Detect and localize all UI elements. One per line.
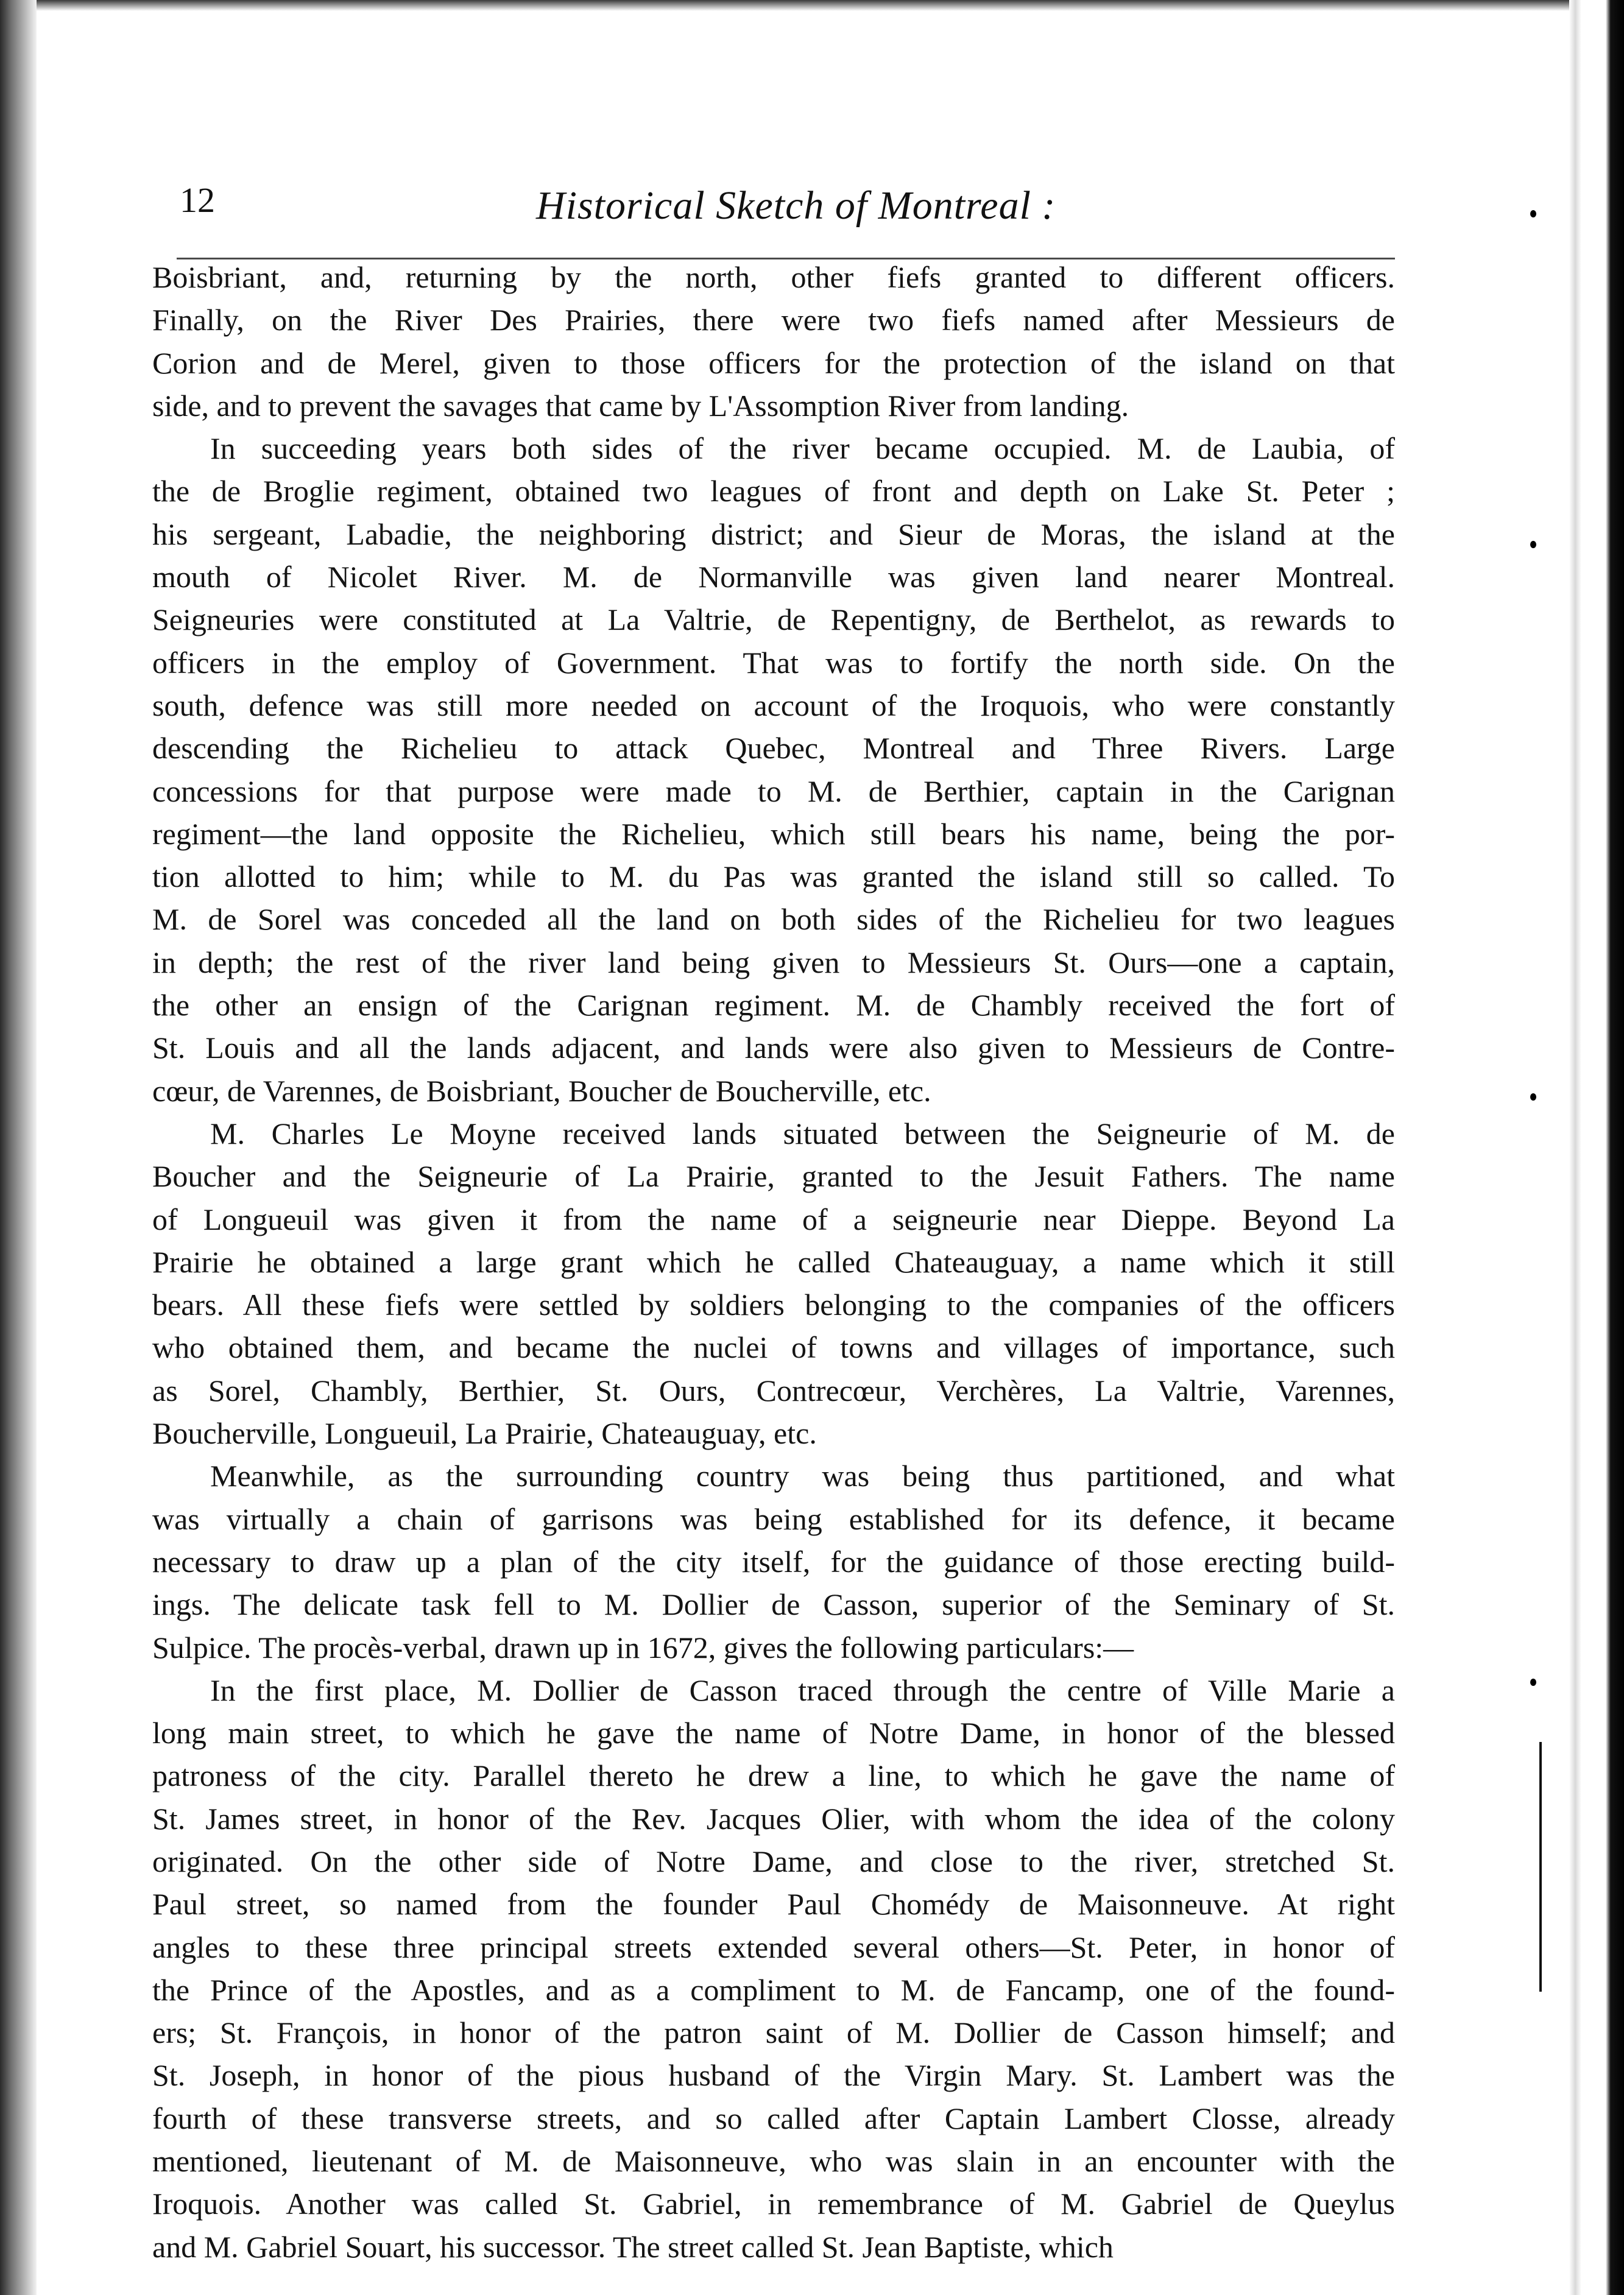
text-line: St. Louis and all the lands adjacent, and lands were also given to Messieurs de Contre- [152, 1031, 1395, 1065]
text-line: M. de Sorel was conceded all the land on both sides of the Richelieu for two leagues [152, 902, 1395, 937]
text-line: of Longueuil was given it from the name of a seigneurie near Dieppe. Beyond La [152, 1202, 1395, 1236]
text-line: and M. Gabriel Souart, his successor. The street called St. Jean Baptiste, which [152, 2229, 1114, 2264]
text-line: Boucherville, Longueuil, La Prairie, Chateauguay, etc. [152, 1416, 817, 1451]
text-line: patroness of the city. Parallel thereto he drew a line, to which he gave the name of [152, 1758, 1395, 1793]
text-line: originated. On the other side of Notre Dame, and close to the river, stretched St. [152, 1844, 1395, 1878]
text-line: Paul street, so named from the founder Paul Chomédy de Maisonneuve. At right [152, 1887, 1395, 1922]
text-line: side, and to prevent the savages that came by L'Assomption River from landing. [152, 388, 1129, 423]
margin-mark [1530, 1679, 1536, 1686]
text-line: St. James street, in honor of the Rev. Jacques Olier, with whom the idea of the colony [152, 1801, 1395, 1836]
text-line: Iroquois. Another was called St. Gabriel, in remembrance of M. Gabriel de Queylus [152, 2187, 1395, 2221]
text-line: Finally, on the River Des Prairies, there were two fiefs named after Messieurs de [152, 303, 1395, 337]
text-line: south, defence was still more needed on account of the Iroquois, who were constantly [152, 688, 1395, 722]
text-line: cœur, de Varennes, de Boisbriant, Boucher de Boucherville, etc. [152, 1073, 931, 1108]
page-number: 12 [180, 180, 215, 220]
text-line: Meanwhile, as the surrounding country was being thus partitioned, and what [210, 1459, 1395, 1493]
text-line: in depth; the rest of the river land being given to Messieurs St. Ours—one a captain, [152, 945, 1395, 979]
margin-mark [1530, 210, 1536, 217]
text-line: tion allotted to him; while to M. du Pas was granted the island still so called. To [152, 859, 1395, 894]
text-line: mentioned, lieutenant of M. de Maisonneuve, who was slain in an encounter with the [152, 2144, 1395, 2179]
text-line: the other an ensign of the Carignan regiment. M. de Chambly received the fort of [152, 988, 1395, 1023]
text-line: In the first place, M. Dollier de Casson traced through the centre of Ville Marie a [210, 1673, 1395, 1707]
page-shadow-top [0, 0, 1624, 11]
text-line: angles to these three principal streets extended several others—St. Peter, in honor of [152, 1930, 1395, 1964]
text-line: regiment—the land opposite the Richelieu, which still bears his name, being the por- [152, 816, 1395, 851]
text-line: Sulpice. The procès-verbal, drawn up in 1672, gives the following particulars:— [152, 1630, 1134, 1665]
text-line: St. Joseph, in honor of the pious husband of the Virgin Mary. St. Lambert was the [152, 2058, 1395, 2093]
text-line: officers in the employ of Government. That was to fortify the north side. On the [152, 645, 1395, 680]
text-line: long main street, to which he gave the name of Notre Dame, in honor of the blessed [152, 1716, 1395, 1750]
text-line: In succeeding years both sides of the river became occupied. M. de Laubia, of [210, 431, 1395, 466]
margin-mark [1530, 541, 1536, 548]
text-line: M. Charles Le Moyne received lands situated between the Seigneurie of M. de [210, 1116, 1395, 1151]
text-line: Seigneuries were constituted at La Valtrie, de Repentigny, de Berthelot, as rewards to [152, 602, 1395, 637]
body-text [152, 256, 1395, 2268]
text-line: descending the Richelieu to attack Quebec, Montreal and Three Rivers. Large [152, 731, 1395, 766]
page-edge-right [1569, 0, 1624, 2295]
running-title: Historical Sketch of Montreal : [536, 183, 1056, 228]
text-line: Prairie he obtained a large grant which he called Chateauguay, a name which it still [152, 1244, 1395, 1279]
text-line: concessions for that purpose were made to M. de Berthier, captain in the Carignan [152, 774, 1395, 808]
text-line: who obtained them, and became the nuclei of towns and villages of importance, such [152, 1330, 1395, 1365]
text-line: ers; St. François, in honor of the patron saint of M. Dollier de Casson himself; and [152, 2015, 1395, 2050]
text-line: Corion and de Merel, given to those officers for the protection of the island on that [152, 345, 1395, 380]
text-line: his sergeant, Labadie, the neighboring district; and Sieur de Moras, the island at the [152, 516, 1395, 551]
margin-mark [1530, 1093, 1536, 1101]
text-line: Boucher and the Seigneurie of La Prairie, granted to the Jesuit Fathers. The name [152, 1159, 1395, 1194]
text-line: necessary to draw up a plan of the city itself, for the guidance of those erecting build- [152, 1544, 1395, 1579]
text-line: fourth of these transverse streets, and so called after Captain Lambert Closse, already [152, 2101, 1395, 2135]
text-line: the de Broglie regiment, obtained two leagues of front and depth on Lake St. Peter ; [152, 474, 1395, 509]
text-line: mouth of Nicolet River. M. de Normanville was given land nearer Montreal. [152, 560, 1395, 594]
margin-rule [1539, 1742, 1542, 1992]
text-line: the Prince of the Apostles, and as a compliment to M. de Fancamp, one of the found- [152, 1972, 1395, 2007]
text-line: was virtually a chain of garrisons was being established for its defence, it became [152, 1501, 1395, 1536]
text-line: bears. All these fiefs were settled by soldiers belonging to the companies of the officers [152, 1288, 1395, 1322]
text-line: ings. The delicate task fell to M. Dollier de Casson, superior of the Seminary of St. [152, 1587, 1395, 1622]
text-line: Boisbriant, and, returning by the north, other fiefs granted to different officers. [152, 260, 1395, 294]
text-line: as Sorel, Chambly, Berthier, St. Ours, Contrecœur, Verchères, La Valtrie, Varennes, [152, 1373, 1395, 1408]
page-shadow-left [0, 0, 37, 2295]
